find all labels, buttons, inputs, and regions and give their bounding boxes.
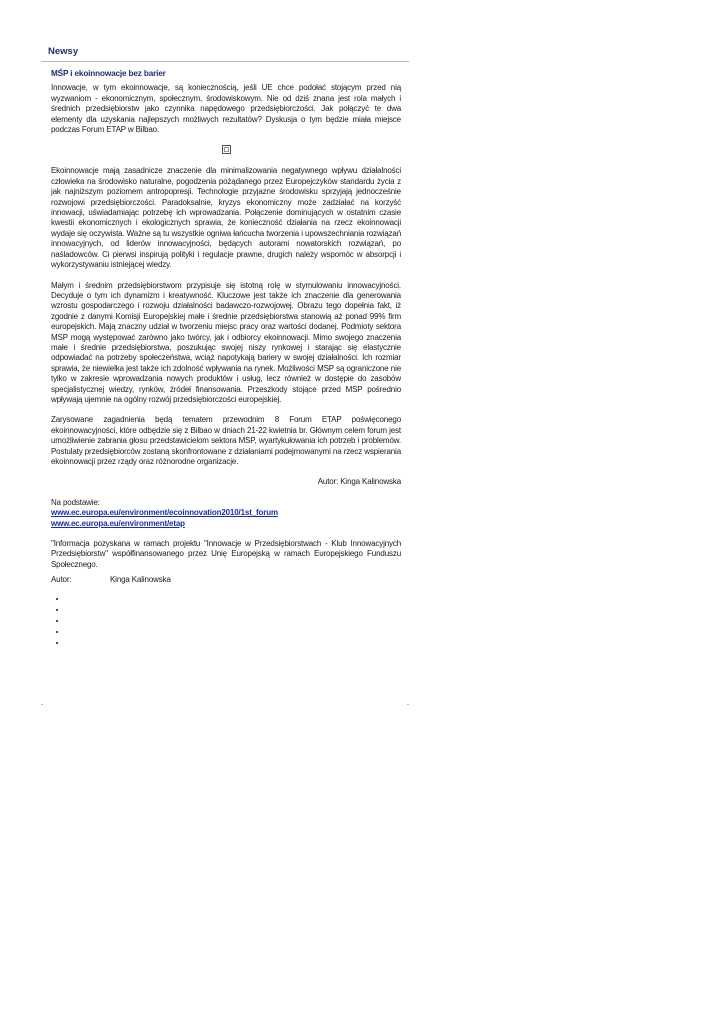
source-link-forum[interactable]: www.ec.europa.eu/environment/ecoinnovation2010/1st_forum xyxy=(51,508,278,518)
author-row xyxy=(51,575,401,585)
section-title: Newsy xyxy=(48,46,79,57)
project-info-note: "Informacja pozyskana w ramach projektu "Innowacje w Przedsiębiorstwach - Klub Innowacyjnych Przedsiębiorstw" współfinansowanego przez Unię Europejską w ramach Europejskiego Funduszu Społecznego. xyxy=(51,539,401,569)
author-label: Autor: xyxy=(51,575,72,585)
bullet-item xyxy=(67,594,401,605)
sources-block xyxy=(51,498,401,529)
article-lead: Innowacje, w tym ekoinnowacje, są koniecznością, jeśli UE chce podołać stojącym przed nią wyzwaniom - ekonomicznym, społecznym, środowiskowym. Nie od dziś znana jest rola małych i średnich przedsiębiorstw jako czynnika napędowego przedsiębiorczości. Jak połączyć te dwa elementy dla uzyskania najlepszych możliwych rezultatów? Dyskusja o tym będzie miała miejsce podczas Forum ETAP w Bilbao. xyxy=(51,83,401,135)
corner-mark-left xyxy=(41,704,43,705)
bullet-item xyxy=(67,616,401,627)
sources-label: Na podstawie: xyxy=(51,497,100,507)
corner-mark-right xyxy=(407,704,409,705)
article xyxy=(51,66,401,649)
bullet-list xyxy=(51,594,401,649)
author-name: Kinga Kalinowska xyxy=(110,575,171,585)
bullet-item xyxy=(67,627,401,638)
source-link-etap[interactable]: www.ec.europa.eu/environment/etap xyxy=(51,518,185,528)
author-signature: Autor: Kinga Kalinowska xyxy=(317,477,401,487)
bullet-item xyxy=(67,638,401,649)
article-paragraph: Ekoinnowacje mają zasadnicze znaczenie dla minimalizowania negatywnego wpływu działalności człowieka na środowisko naturalne, pogodzenia pożądanego przez Europejczyków standardu życia z jak najniższym poziomem antropopresji. Technologie przyjazne środowisku sprzyjają jednocześnie rozwojowi przedsiębiorczości. Paradoksalnie, kryzys ekonomiczny może zadziałać na korzyść innowacji, uświadamiając potrzebę ich wprowadzania. Połączenie dominujących w ostatnim czasie kwestii ekonomicznych i ekologicznych sprawia, że konieczność działania na rzecz ekoinnowacji wydaje się oczywista. Ważne są tu wszystkie ogniwa łańcucha tworzenia i upowszechniania rozwiązań innowacyjnych, od liderów innowacyjności, będących autorami nowatorskich rozwiązań, po naśladowców. Ci pierwsi inspirują polityki i regulacje prawne, drugich należy wspomóc w absorpcji i wykorzystywaniu istniejącej wiedzy. xyxy=(51,166,401,270)
broken-image-icon xyxy=(222,145,231,154)
bullet-item xyxy=(67,605,401,616)
article-paragraph: Małym i średnim przedsiębiorstwom przypisuje się istotną rolę w stymulowaniu innowacyjności. Decyduje o tym ich dynamizm i kreatywność. Kluczowe jest także ich znaczenie dla generowania wzrostu gospodarczego i rozwoju działalności badawczo-rozwojowej. Obrazu tego dopełnia fakt, iż zgodnie z danymi Komisji Europejskiej małe i średnie przedsiębiorstwa stanowią aż ponad 99% firm europejskich. Mają znaczny udział w tworzeniu miejsc pracy oraz wartości dodanej. Podmioty sektora MSP mogą występować zarówno jako twórcy, jak i odbiorcy ekoinnowacji. Mimo swojego znaczenia małe i średnie przedsiębiorstwa, poszukując swojej niszy rynkowej i starając się elastycznie odpowiadać na potrzeby społeczeństwa, wciąż napotykają bariery w swojej działalności. Ich rozmiar sprawia, że niewielka jest także ich zdolność wpływania na rynek. Możliwości MSP są ograniczone nie tylko w zakresie wprowadzania nowych produktów i usług, lecz również w dostępie do zasobów specjalistycznej wiedzy, rynków, źródeł finansowania. Przeszkody stojące przed MSP pośrednio wpływają ujemnie na ogólny rozwój przedsiębiorczości europejskiej. xyxy=(51,280,401,404)
header-divider xyxy=(41,61,409,62)
article-paragraph: Zarysowane zagadnienia będą tematem przewodnim 8 Forum ETAP poświęconego ekoinnowacyjności, które odbędzie się z Bilbao w dniach 21-22 kwietnia br. Głównym celem forum jest umożliwienie zabrania głosu przedstawicielom sektora MSP, wyartykułowania ich potrzeb i problemów. Postulaty przedsiębiorców zostaną skonfrontowane z działaniami podejmowanymi na rzecz wspierania ekoinnowacji przez rządy oraz różnorodne organizacje. xyxy=(51,415,401,466)
article-title: MŚP i ekoinnowacje bez barier xyxy=(51,69,166,78)
